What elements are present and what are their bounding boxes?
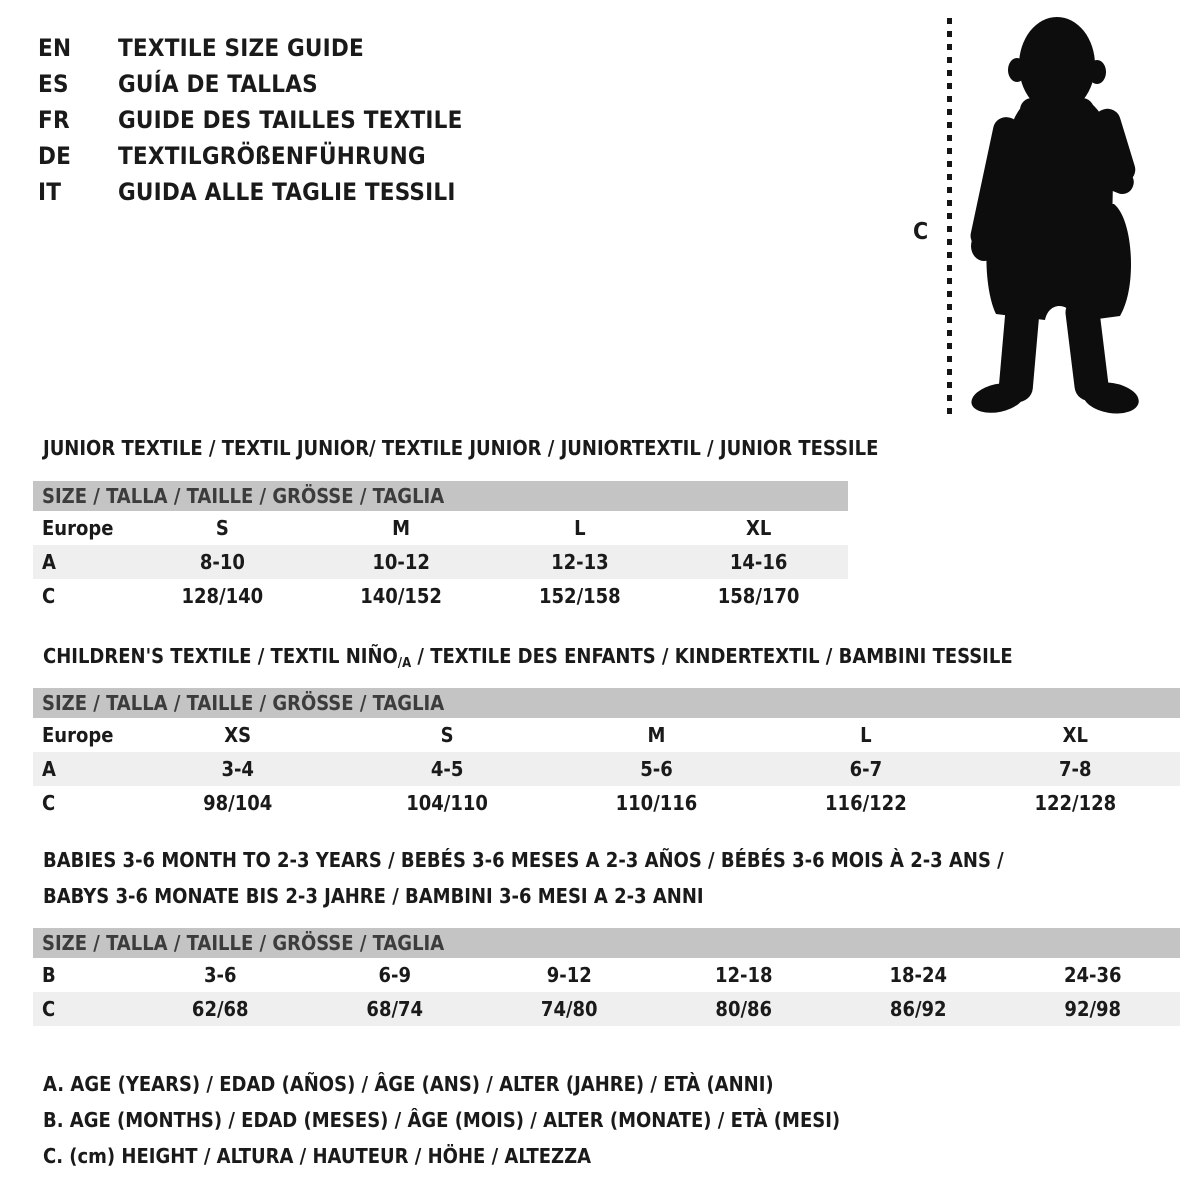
junior-section-title [43, 436, 878, 460]
size-cell: 12-18 [714, 963, 773, 987]
junior-row-europe [33, 511, 848, 545]
size-cell: XL [1062, 723, 1088, 747]
size-cell: 86/92 [889, 997, 947, 1021]
size-cell: XS [224, 723, 252, 747]
size-cell: 152/158 [539, 584, 621, 608]
baby-silhouette-image [962, 12, 1144, 424]
language-code: IT [38, 178, 62, 206]
size-cell: L [574, 516, 586, 540]
language-row-en [38, 30, 463, 66]
language-guide-title: GUIDA ALLE TAGLIE TESSILI [118, 178, 456, 206]
size-cell: M [647, 723, 666, 747]
children-section-title-suffix: / TEXTILE DES ENFANTS / KINDERTEXTIL / BAMBINI TESSILE [411, 644, 1013, 668]
size-cell: 7-8 [1059, 757, 1092, 781]
size-cell: 158/170 [717, 584, 800, 608]
size-cell: 6-9 [378, 963, 411, 987]
size-cell: 5-6 [640, 757, 673, 781]
size-cell: 3-4 [221, 757, 254, 781]
children-section-title-sub: /A [397, 656, 412, 671]
size-cell: 9-12 [546, 963, 592, 987]
height-measure-dashed-line [947, 18, 952, 418]
size-cell: 18-24 [889, 963, 948, 987]
babies-row-b [33, 958, 1180, 992]
children-size-table [33, 688, 1180, 820]
size-cell: 14-16 [729, 550, 788, 574]
children-section-title-prefix: CHILDREN'S TEXTILE / TEXTIL NIÑO [43, 644, 398, 668]
row-label: A [42, 550, 56, 574]
language-row-de [38, 138, 463, 174]
language-guide-title: GUÍA DE TALLAS [118, 70, 318, 98]
language-code: ES [38, 70, 69, 98]
size-cell: 110/116 [615, 791, 698, 815]
babies-size-table [33, 928, 1180, 1026]
row-label: Europe [42, 723, 114, 747]
size-cell: S [215, 516, 229, 540]
language-row-it [38, 174, 463, 210]
row-label: C [42, 997, 56, 1021]
language-guide-title: TEXTILE SIZE GUIDE [118, 34, 364, 62]
junior-row-c [33, 579, 848, 613]
language-list [38, 30, 463, 210]
babies-section-title [43, 842, 1004, 914]
children-section-title [43, 644, 1013, 671]
row-label: C [42, 584, 56, 608]
size-cell: 68/74 [366, 997, 424, 1021]
babies-size-table-header: SIZE / TALLA / TAILLE / GRÖSSE / TAGLIA [33, 928, 1180, 958]
size-cell: 128/140 [181, 584, 264, 608]
size-cell: 122/128 [1034, 791, 1117, 815]
children-row-a [33, 752, 1180, 786]
size-cell: 74/80 [540, 997, 598, 1021]
children-row-europe [33, 718, 1180, 752]
junior-size-table [33, 481, 848, 613]
legend-line-b: B. AGE (MONTHS) / EDAD (MESES) / ÂGE (MOIS) / ALTER (MONATE) / ETÀ (MESI) [43, 1108, 841, 1132]
measurement-legend [43, 1066, 840, 1174]
size-cell: 140/152 [360, 584, 442, 608]
junior-size-table-header: SIZE / TALLA / TAILLE / GRÖSSE / TAGLIA [33, 481, 848, 511]
size-cell: 92/98 [1064, 997, 1122, 1021]
language-row-es [38, 66, 463, 102]
size-cell: 98/104 [203, 791, 273, 815]
language-row-fr [38, 102, 463, 138]
size-cell: 104/110 [406, 791, 488, 815]
language-code: DE [38, 142, 72, 170]
row-label: Europe [42, 516, 114, 540]
height-measure-label: C [913, 219, 929, 245]
size-cell: 24-36 [1063, 963, 1122, 987]
size-cell: M [392, 516, 411, 540]
size-cell: 8-10 [199, 550, 245, 574]
junior-section-title-text: JUNIOR TEXTILE / TEXTIL JUNIOR/ TEXTILE JUNIOR / JUNIORTEXTIL / JUNIOR TESSILE [43, 436, 879, 460]
language-code: EN [38, 34, 72, 62]
language-guide-title: TEXTILGRÖßENFÜHRUNG [118, 142, 426, 170]
baby-ear-right [1088, 60, 1106, 84]
size-cell: 12-13 [551, 550, 609, 574]
language-guide-title: GUIDE DES TAILLES TEXTILE [118, 106, 463, 134]
legend-line-a: A. AGE (YEARS) / EDAD (AÑOS) / ÂGE (ANS) / ALTER (JAHRE) / ETÀ (ANNI) [43, 1072, 774, 1096]
size-cell: 62/68 [191, 997, 249, 1021]
children-row-c [33, 786, 1180, 820]
size-cell: 3-6 [203, 963, 237, 987]
babies-section-title-line2: BABYS 3-6 MONATE BIS 2-3 JAHRE / BAMBINI 3-6 MESI A 2-3 ANNI [43, 884, 704, 908]
size-cell: 80/86 [715, 997, 773, 1021]
row-label: B [42, 963, 56, 987]
children-size-table-header: SIZE / TALLA / TAILLE / GRÖSSE / TAGLIA [33, 688, 1180, 718]
size-cell: 10-12 [372, 550, 430, 574]
row-label: C [42, 791, 56, 815]
size-cell: 116/122 [825, 791, 907, 815]
legend-line-c: C. (cm) HEIGHT / ALTURA / HAUTEUR / HÖHE / ALTEZZA [43, 1144, 592, 1168]
junior-row-a [33, 545, 848, 579]
size-cell: 6-7 [849, 757, 883, 781]
size-cell: XL [745, 516, 772, 540]
babies-row-c [33, 992, 1180, 1026]
size-cell: L [860, 723, 872, 747]
size-cell: S [440, 723, 454, 747]
baby-ear-left [1008, 58, 1026, 82]
language-code: FR [38, 106, 70, 134]
row-label: A [42, 757, 56, 781]
babies-section-title-line1: BABIES 3-6 MONTH TO 2-3 YEARS / BEBÉS 3-6 MESES A 2-3 AÑOS / BÉBÉS 3-6 MOIS À 2-3 ANS / [43, 848, 1004, 872]
size-cell: 4-5 [430, 757, 464, 781]
